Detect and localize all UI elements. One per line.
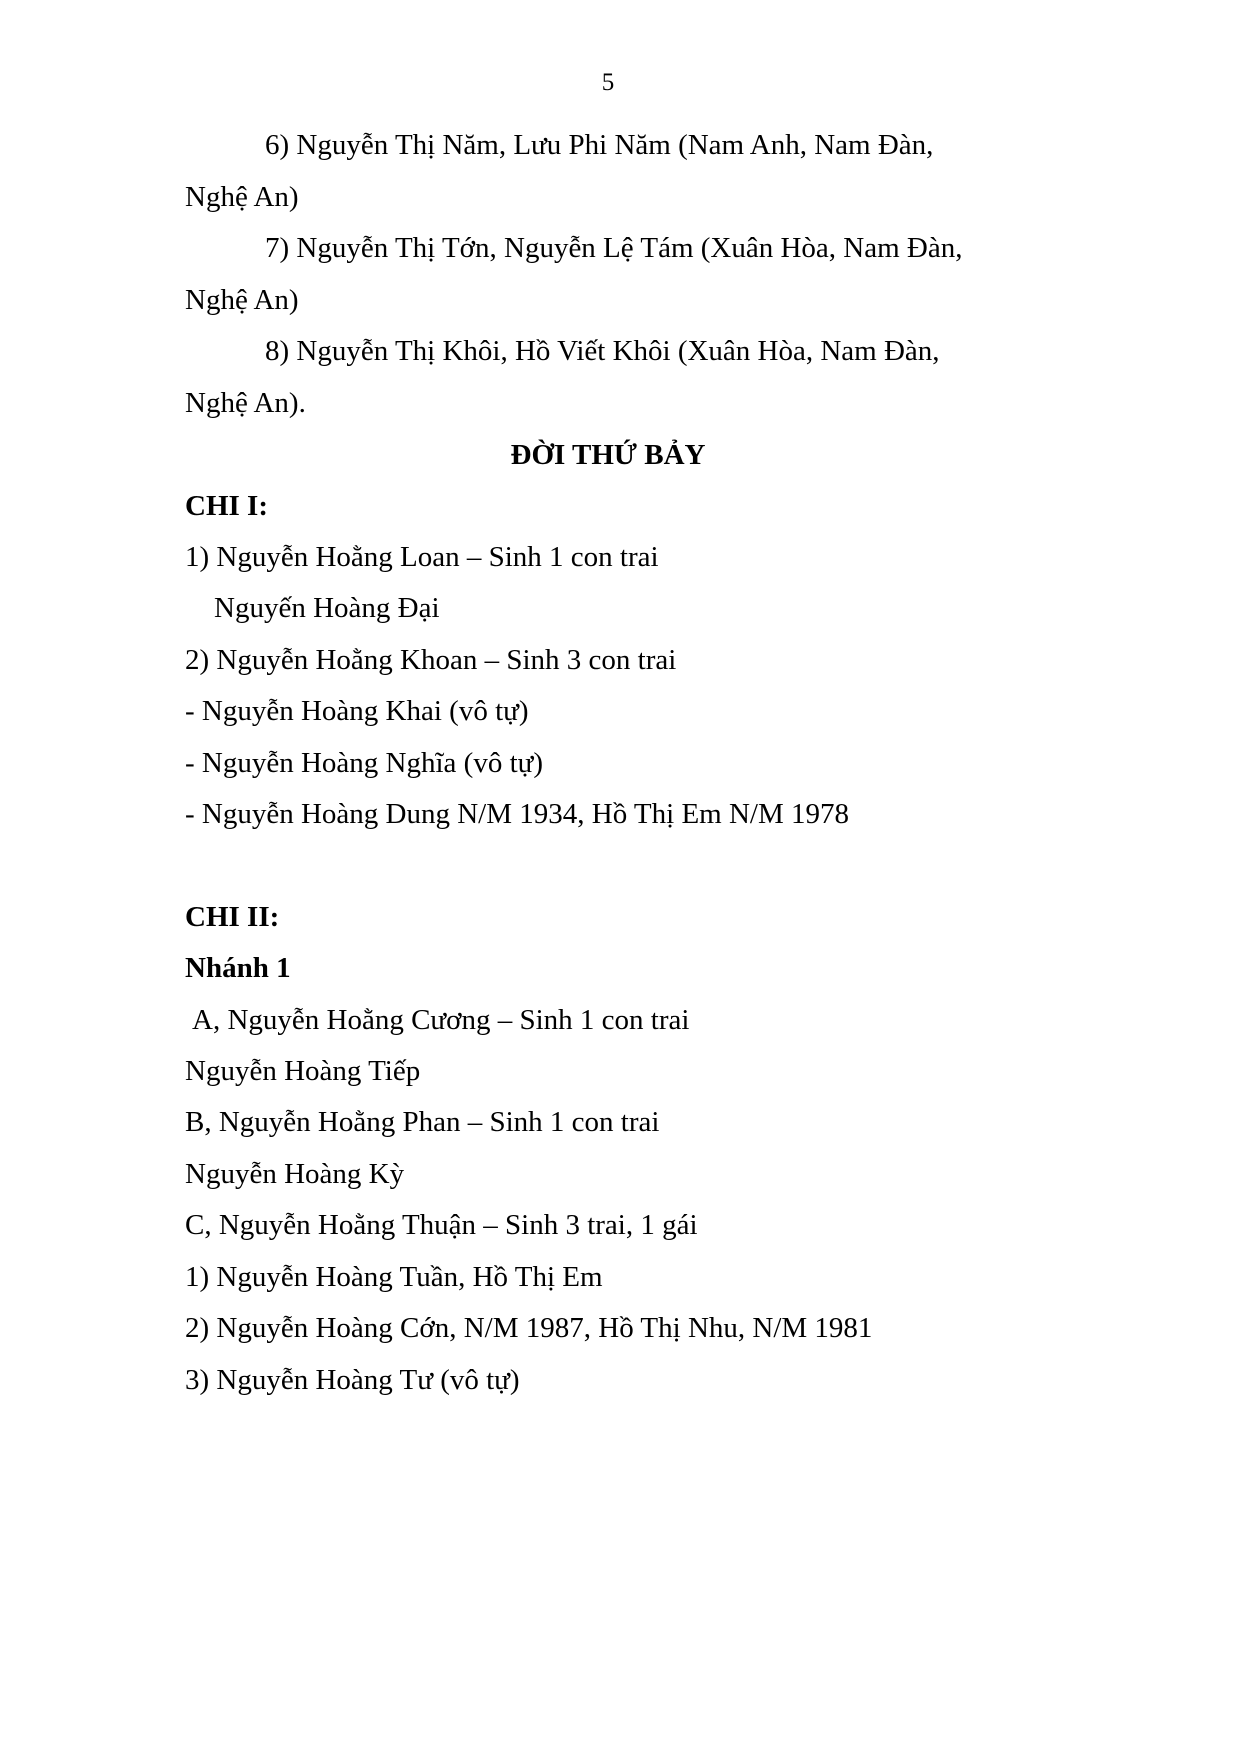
page-number: 5 <box>601 69 615 96</box>
chi-2-heading: CHI II: <box>185 901 280 933</box>
entry-6-line-1: 6) Nguyễn Thị Năm, Lưu Phi Năm (Nam Anh, Nam Đàn, <box>265 129 934 161</box>
chi-2-line: Nguyễn Hoàng Kỳ <box>185 1158 405 1190</box>
entry-8-line-1: 8) Nguyễn Thị Khôi, Hồ Viết Khôi (Xuân Hòa, Nam Đàn, <box>265 335 940 367</box>
chi-1-line: - Nguyễn Hoàng Nghĩa (vô tự) <box>185 747 543 779</box>
entry-8-line-2: Nghệ An). <box>185 387 306 419</box>
chi-2-line: A, Nguyễn Hoằng Cương – Sinh 1 con trai <box>192 1004 690 1036</box>
generation-title: ĐỜI THỨ BẢY <box>510 439 706 471</box>
chi-2-line: C, Nguyễn Hoằng Thuận – Sinh 3 trai, 1 gái <box>185 1209 698 1241</box>
chi-1-line: - Nguyễn Hoàng Khai (vô tự) <box>185 695 529 727</box>
chi-2-line: 1) Nguyễn Hoàng Tuần, Hồ Thị Em <box>185 1261 603 1293</box>
chi-2-line: B, Nguyễn Hoằng Phan – Sinh 1 con trai <box>185 1106 660 1138</box>
entry-7-line-2: Nghệ An) <box>185 284 299 316</box>
chi-1-line: 2) Nguyễn Hoằng Khoan – Sinh 3 con trai <box>185 644 677 676</box>
chi-1-line: - Nguyễn Hoàng Dung N/M 1934, Hồ Thị Em N/M 1978 <box>185 798 850 830</box>
entry-6-line-2: Nghệ An) <box>185 181 299 213</box>
chi-1-line: Nguyến Hoàng Đại <box>214 592 440 624</box>
chi-1-heading: CHI I: <box>185 490 268 522</box>
chi-1-line: 1) Nguyễn Hoằng Loan – Sinh 1 con trai <box>185 541 659 573</box>
chi-2-line: Nguyễn Hoàng Tiếp <box>185 1055 421 1087</box>
chi-2-line: 2) Nguyễn Hoàng Cớn, N/M 1987, Hồ Thị Nhu, N/M 1981 <box>185 1312 873 1344</box>
entry-7-line-1: 7) Nguyễn Thị Tớn, Nguyễn Lệ Tám (Xuân Hòa, Nam Đàn, <box>265 232 963 264</box>
chi-2-line: 3) Nguyễn Hoàng Tư (vô tự) <box>185 1364 520 1396</box>
branch-heading: Nhánh 1 <box>185 952 291 984</box>
